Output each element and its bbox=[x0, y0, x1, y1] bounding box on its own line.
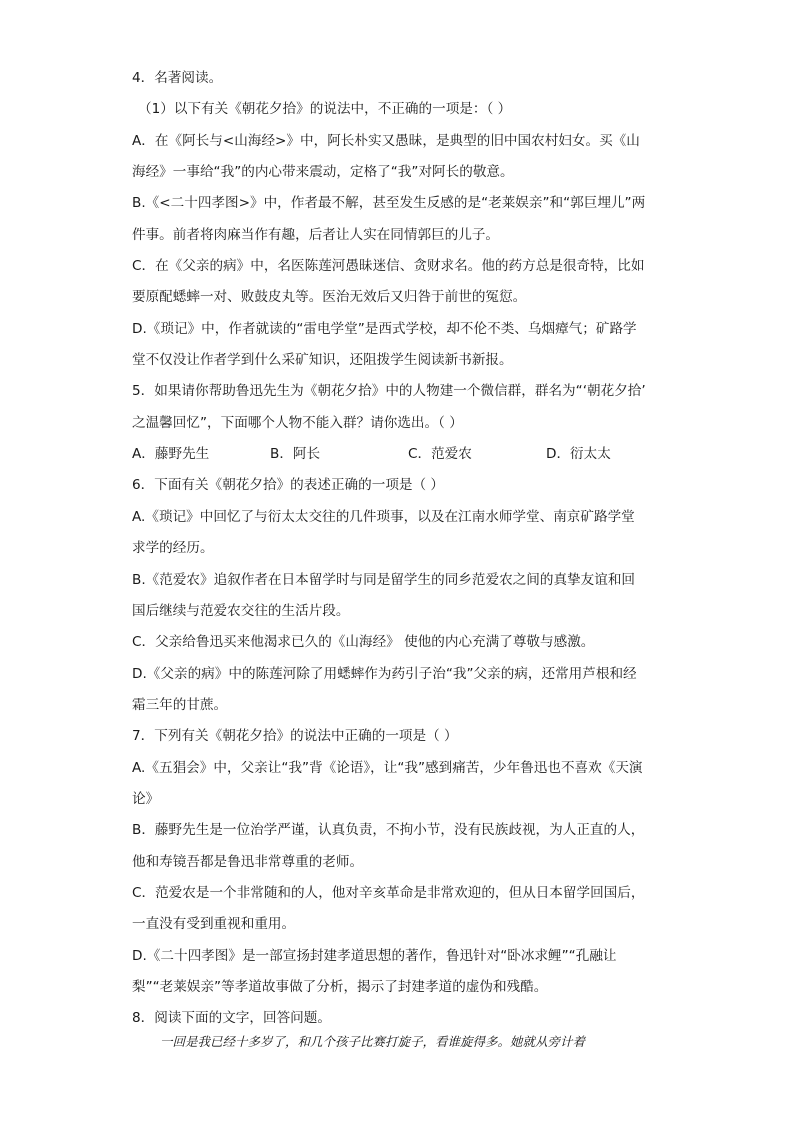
q5-option-b: B．阿长 bbox=[270, 446, 321, 463]
q6-option-d-line1: D.《父亲的病》中的陈莲河除了用蟋蟀作为药引子治“我”父亲的病，还常用芦根和经 bbox=[132, 665, 637, 682]
q7-option-c-line2: 一直没有受到重视和重用。 bbox=[132, 916, 296, 933]
document-body bbox=[132, 63, 652, 1035]
q5-prompt-line2: 之温馨回忆”，下面哪个人物不能入群？请你选出。（ ） bbox=[132, 414, 463, 431]
q7-option-b-line1: B．藤野先生是一位治学严谨，认真负责，不拘小节，没有民族歧视，为人正直的人， bbox=[132, 822, 645, 839]
q7-option-a-line1: A.《五猖会》中，父亲让“我”背《论语》，让“我”感到痛苦，少年鲁迅也不喜欢《天演 bbox=[132, 759, 643, 776]
q7-prompt: 7．下列有关《朝花夕拾》的说法中正确的一项是（ ） bbox=[132, 728, 458, 745]
q7-option-c-line1: C．范爱农是一个非常随和的人，他对辛亥革命是非常欢迎的，但从日本留学回国后， bbox=[132, 884, 645, 901]
q5-option-c: C．范爱农 bbox=[408, 446, 472, 463]
q7-option-d-line1: D.《二十四孝图》是一部宣扬封建孝道思想的著作，鲁迅针对“卧冰求鲤”“孔融让 bbox=[132, 947, 617, 964]
q4-option-b-line1: B.《<二十四孝图>》中，作者最不解，甚至发生反感的是“老莱娱亲”和“郭巨埋儿”两 bbox=[132, 195, 646, 212]
q6-option-b-line2: 国后继续与范爱农交往的生活片段。 bbox=[132, 602, 350, 619]
q6-option-a-line1: A.《琐记》中回忆了与衍太太交往的几件琐事，以及在江南水师学堂、南京矿路学堂 bbox=[132, 508, 635, 525]
q6-option-b-line1: B.《范爱农》追叙作者在日本留学时与同是留学生的同乡范爱农之间的真挚友谊和回 bbox=[132, 571, 636, 588]
q6-option-d-line2: 霜三年的甘蔗。 bbox=[132, 696, 228, 713]
q5-prompt-line1: 5．如果请你帮助鲁迅先生为《朝花夕拾》中的人物建一个微信群，群名为“‘朝花夕拾’ bbox=[132, 383, 646, 400]
q4-option-d-line2: 堂不仅没让作者学到什么采矿知识，还阻拨学生阅读新书新报。 bbox=[132, 352, 513, 369]
q4-option-a-line1: A．在《阿长与<山海经>》中，阿长朴实又愚昧，是典型的旧中国农村妇女。买《山 bbox=[132, 132, 640, 149]
q5-options bbox=[132, 439, 652, 470]
q4-1-prompt: （1）以下有关《朝花夕拾》的说法中，不正确的一项是：（ ） bbox=[138, 101, 512, 118]
q7-option-b-line2: 他和寿镜吾都是鲁迅非常尊重的老师。 bbox=[132, 853, 364, 870]
q4-heading: 4．名著阅读。 bbox=[132, 70, 223, 86]
q8-prompt: 8．阅读下面的文字，回答问题。 bbox=[132, 1010, 331, 1027]
q6-prompt: 6．下面有关《朝花夕拾》的表述正确的一项是（ ） bbox=[132, 477, 445, 494]
q7-option-a-line2: 论》 bbox=[132, 790, 160, 807]
q7-option-d-line2: 梨”“老莱娱亲”等孝道故事做了分析，揭示了封建孝道的虚伪和残酷。 bbox=[132, 978, 548, 995]
reading-excerpt: 一回是我已经十多岁了，和几个孩子比赛打旋子，看谁旋得多。她就从旁计着 bbox=[160, 1034, 586, 1049]
q4-option-d-line1: D.《琐记》中，作者就读的“雷电学堂”是西式学校，却不伦不类、乌烟瘴气；矿路学 bbox=[132, 320, 637, 337]
q4-option-b-line2: 件事。前者将肉麻当作有趣，后者让人实在同情郭巨的儿子。 bbox=[132, 226, 500, 243]
q6-option-c: C．父亲给鲁迅买来他渴求已久的《山海经》 使他的内心充满了尊敬与感激。 bbox=[132, 634, 595, 651]
q5-option-a: A．藤野先生 bbox=[132, 446, 210, 463]
q6-option-a-line2: 求学的经历。 bbox=[132, 540, 214, 557]
q4-option-a-line2: 海经》一事给“我”的内心带来震动，定格了“我”对阿长的敬意。 bbox=[132, 164, 514, 181]
q4-option-c-line2: 要原配蟋蟀一对、败鼓皮丸等。医治无效后又归咎于前世的冤愆。 bbox=[132, 289, 527, 306]
q5-option-d: D．衍太太 bbox=[546, 446, 611, 463]
q4-option-c-line1: C．在《父亲的病》中，名医陈莲河愚昧迷信、贪财求名。他的药方总是很奇特，比如 bbox=[132, 258, 645, 275]
